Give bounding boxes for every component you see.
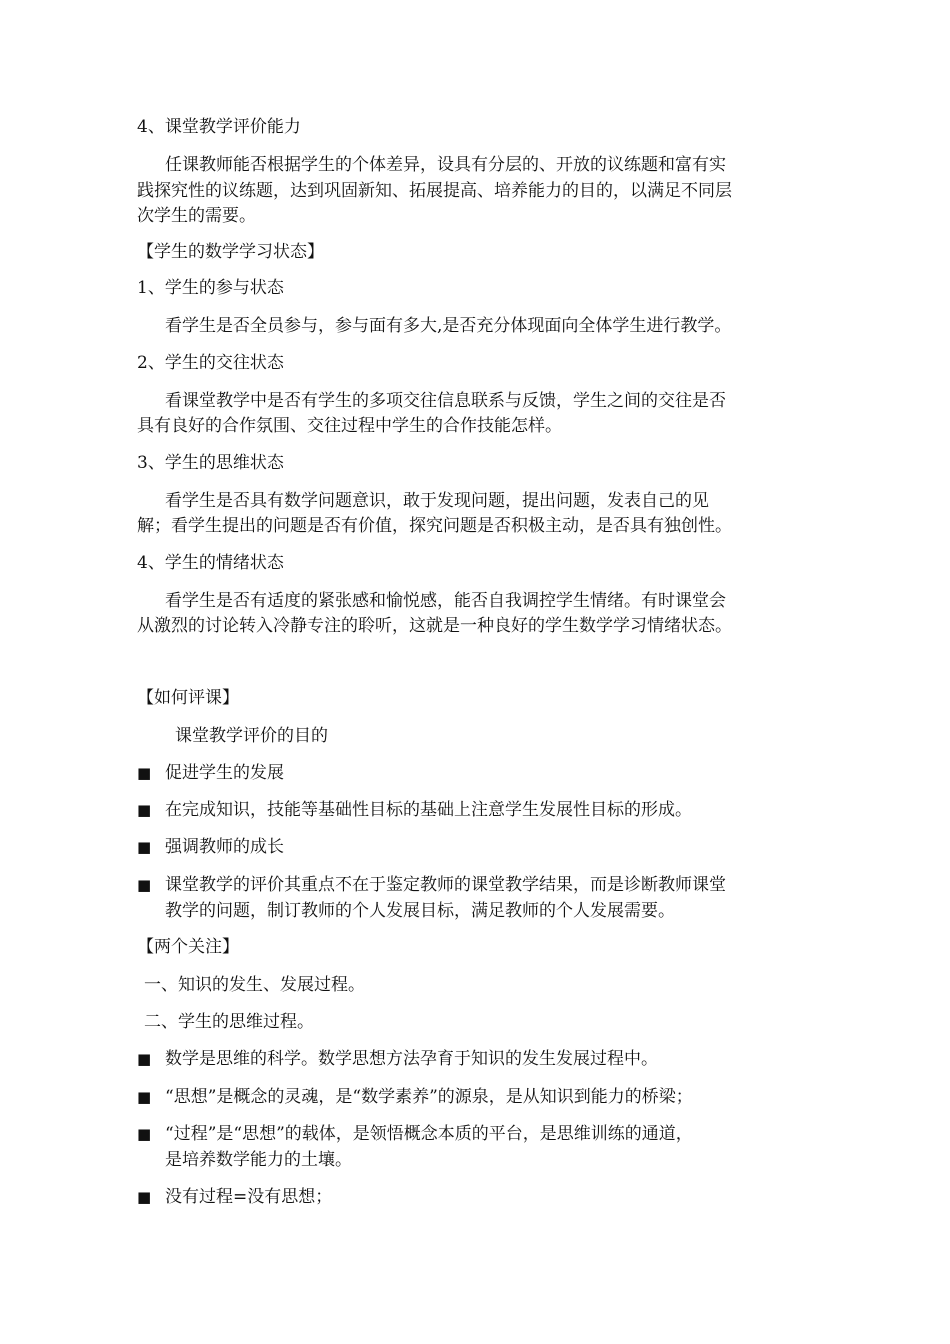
- item-heading: 4、课堂教学评价能力: [137, 117, 301, 137]
- bullet-text: 强调教师的成长: [165, 837, 284, 857]
- paragraph-line: 看课堂教学中是否有学生的多项交往信息联系与反馈，学生之间的交往是否: [165, 391, 726, 411]
- paragraph-line: 解；看学生提出的问题是否有价值，探究问题是否积极主动，是否具有独创性。: [137, 516, 732, 536]
- paragraph-line: 看学生是否有适度的紧张感和愉悦感，能否自我调控学生情绪。有时课堂会: [165, 591, 726, 611]
- item-heading: 1、学生的参与状态: [137, 278, 284, 298]
- bullet-text: 在完成知识，技能等基础性目标的基础上注意学生发展性目标的形成。: [165, 800, 692, 820]
- bullet-text: 课堂教学的评价其重点不在于鉴定教师的课堂教学结果，而是诊断教师课堂: [165, 875, 726, 895]
- paragraph-line: 从激烈的讨论转入冷静专注的聆听，这就是一种良好的学生数学学习情绪状态。: [137, 616, 732, 636]
- paragraph-line: 看学生是否具有数学问题意识，敢于发现问题，提出问题，发表自己的见: [165, 491, 709, 511]
- paragraph-line: 具有良好的合作氛围、交往过程中学生的合作技能怎样。: [137, 416, 562, 436]
- item-heading: 2、学生的交往状态: [137, 353, 284, 373]
- bullet-square-icon: ■: [137, 1125, 152, 1143]
- bullet-text: 促进学生的发展: [165, 763, 284, 783]
- item-heading: 3、学生的思维状态: [137, 453, 284, 473]
- section-title: 【学生的数学学习状态】: [137, 242, 324, 262]
- bullet-text: “过程”是“思想”的载体，是领悟概念本质的平台，是思维训练的通道，: [165, 1124, 693, 1144]
- bullet-square-icon: ■: [137, 838, 152, 856]
- bullet-square-icon: ■: [137, 764, 152, 782]
- bullet-square-icon: ■: [137, 1188, 152, 1206]
- bullet-square-icon: ■: [137, 876, 152, 894]
- section-subtitle: 课堂教学评价的目的: [175, 726, 328, 746]
- bullet-text: 是培养数学能力的土壤。: [165, 1150, 352, 1170]
- focus-point: 二、学生的思维过程。: [144, 1012, 314, 1032]
- bullet-square-icon: ■: [137, 1088, 152, 1106]
- paragraph-line: 任课教师能否根据学生的个体差异，设具有分层的、开放的议练题和富有实: [165, 155, 726, 175]
- section-title: 【两个关注】: [137, 937, 239, 957]
- focus-point: 一、知识的发生、发展过程。: [144, 975, 365, 995]
- bullet-text: “思想”是概念的灵魂，是“数学素养”的源泉，是从知识到能力的桥梁；: [165, 1087, 693, 1107]
- section-title: 【如何评课】: [137, 688, 239, 708]
- bullet-text: 教学的问题，制订教师的个人发展目标，满足教师的个人发展需要。: [165, 901, 675, 921]
- item-heading: 4、学生的情绪状态: [137, 553, 284, 573]
- bullet-square-icon: ■: [137, 801, 152, 819]
- paragraph-line: 看学生是否全员参与，参与面有多大,是否充分体现面向全体学生进行教学。: [165, 316, 732, 336]
- bullet-text: 没有过程=没有思想；: [165, 1187, 333, 1207]
- paragraph-line: 次学生的需要。: [137, 206, 256, 226]
- paragraph-line: 践探究性的议练题，达到巩固新知、拓展提高、培养能力的目的，以满足不同层: [137, 181, 732, 201]
- bullet-square-icon: ■: [137, 1050, 152, 1068]
- bullet-text: 数学是思维的科学。数学思想方法孕育于知识的发生发展过程中。: [165, 1049, 658, 1069]
